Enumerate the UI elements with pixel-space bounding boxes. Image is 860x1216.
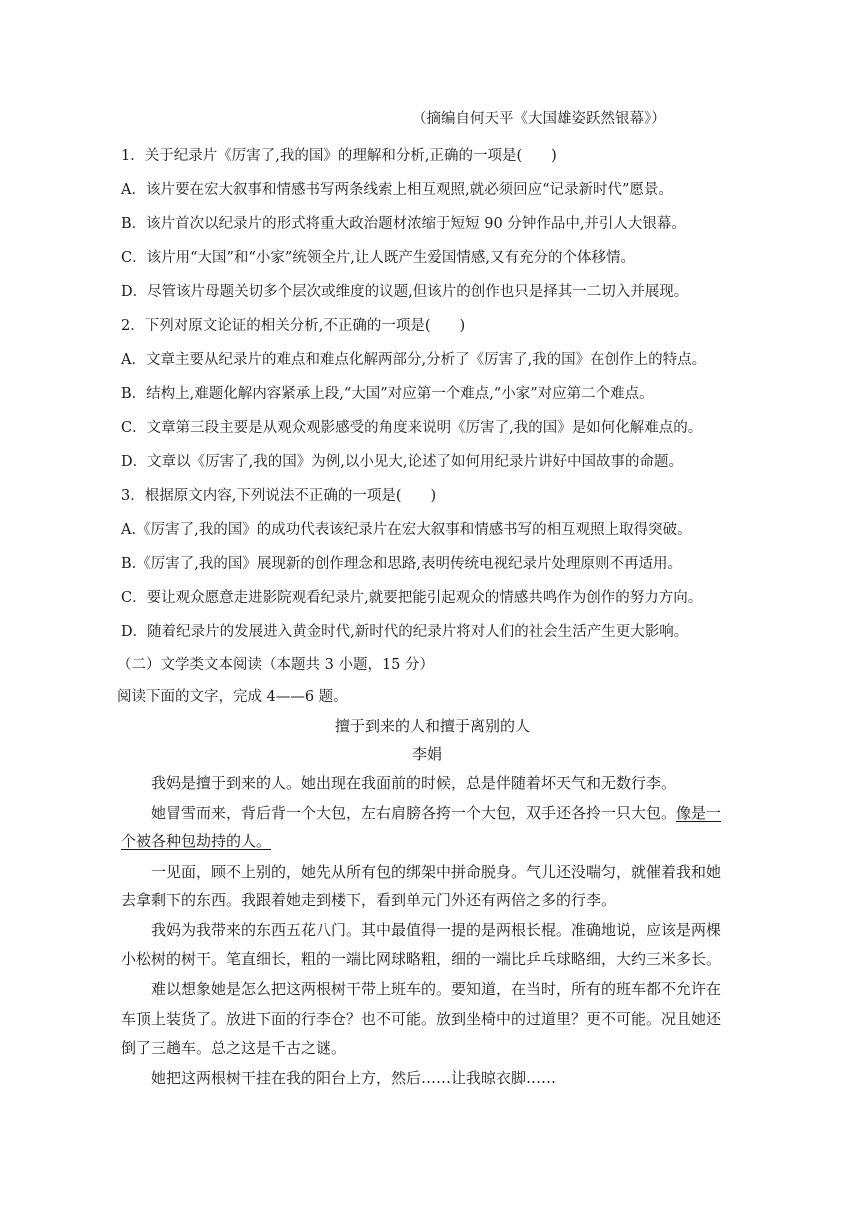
paragraph-2-text: 她冒雪而来，背后背一个大包，左右肩膀各挎一个大包，双手还各拎一只大包。 [151, 804, 677, 822]
paragraph-5-line-1: 难以想象她是怎么把这两根树干带上班车的。要知道，在当时，所有的班车都不允许在 [151, 980, 722, 998]
reading-instruction: 阅读下面的文字，完成 4——6 题。 [117, 689, 348, 705]
section-heading: （二）文学类文本阅读（本题共 3 小题，15 分） [117, 657, 435, 673]
question-2-option-c: C．文章第三段主要是从观众观影感受的角度来说明《厉害了,我的国》是如何化解难点的。 [121, 420, 703, 436]
paragraph-6: 她把这两根树干挂在我的阳台上方，然后……让我晾衣脚…… [151, 1069, 557, 1087]
question-2-option-d: D．文章以《厉害了,我的国》为例,以小见大,论述了如何用纪录片讲好中国故事的命题。 [121, 454, 683, 470]
question-2-option-b: B．结构上,难题化解内容紧承上段,“大国”对应第一个难点,“小家”对应第二个难点。 [121, 386, 654, 402]
question-2-stem: 2．下列对原文论证的相关分析,不正确的一项是( ) [121, 318, 466, 334]
question-1-option-d: D．尽管该片母题关切多个层次或维度的议题,但该片的创作也只是择其一二切入并展现。 [121, 284, 689, 300]
paragraph-3-line-2: 去拿剩下的东西。我跟着她走到楼下，看到单元门外还有两倍之多的行李。 [121, 891, 617, 909]
source-note: （摘编自何天平《大国雄姿跃然银幕》） [412, 111, 666, 127]
question-2-option-a: A．文章主要从纪录片的难点和难点化解两部分,分析了《厉害了,我的国》在创作上的特点。 [121, 352, 707, 368]
question-3-option-c: C．要让观众愿意走进影院观看纪录片,就要把能引起观众的情感共鸣作为创作的努力方向。 [121, 590, 703, 606]
paragraph-3-line-1: 一见面，顾不上别的，她先从所有包的绑架中拼命脱身。气儿还没喘匀，就催着我和她 [151, 863, 722, 881]
paragraph-1: 我妈是擅于到来的人。她出现在我面前的时候，总是伴随着坏天气和无数行李。 [151, 774, 677, 792]
paragraph-2-line-1 [151, 803, 721, 823]
question-1-option-b: B．该片首次以纪录片的形式将重大政治题材浓缩于短短 90 分钟作品中,并引人大银幕。 [121, 216, 686, 232]
paragraph-4-line-1: 我妈为我带来的东西五花八门。其中最值得一提的是两根长棍。准确地说，应该是两棵 [151, 921, 722, 939]
paragraph-5-line-3: 倒了三趟车。总之这是千古之谜。 [121, 1039, 347, 1057]
article-title: 擅于到来的人和擅于离别的人 [335, 717, 531, 735]
paragraph-5-line-2: 车顶上装货了。放进下面的行李仓？也不可能。放到坐椅中的过道里？更不可能。况且她还 [121, 1010, 722, 1028]
underlined-sentence-part-1: 像是一 [676, 804, 722, 822]
question-1-stem: 1．关于纪录片《厉害了,我的国》的理解和分析,正确的一项是( ) [121, 148, 557, 164]
question-3-option-a: A.《厉害了,我的国》的成功代表该纪录片在宏大叙事和情感书写的相互观照上取得突破。 [121, 522, 692, 538]
question-3-option-b: B.《厉害了,我的国》展现新的创作理念和思路,表明传统电视纪录片处理原则不再适用。 [121, 556, 682, 572]
paragraph-2-line-2 [121, 831, 271, 851]
question-1-option-c: C．该片用“大国”和“小家”统领全片,让人既产生爱国情感,又有充分的个体移情。 [121, 250, 635, 266]
underlined-sentence-part-2: 个被各种包劫持的人。 [121, 832, 272, 850]
question-1-option-a: A．该片要在宏大叙事和情感书写两条线索上相互观照,就必须回应“记录新时代”愿景。 [121, 182, 673, 198]
article-author: 李娟 [412, 745, 443, 763]
question-3-option-d: D．随着纪录片的发展进入黄金时代,新时代的纪录片将对人们的社会生活产生更大影响。 [121, 624, 689, 640]
question-3-stem: 3．根据原文内容,下列说法不正确的一项是( ) [121, 488, 437, 504]
paragraph-4-line-2: 小松树的树干。笔直细长，粗的一端比网球略粗，细的一端比乒乓球略细，大约三米多长。 [121, 950, 722, 968]
